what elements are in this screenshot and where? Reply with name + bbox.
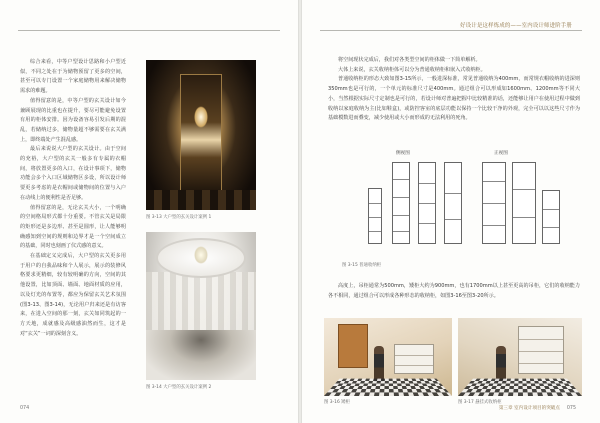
cabinet-front-view <box>542 190 560 244</box>
render-checkered-floor <box>324 379 452 396</box>
body-paragraph: 将空间现状完成后，我们对各类型空间的柜体做一下简单解析。 <box>338 57 481 63</box>
render-checkered-floor <box>458 379 582 396</box>
cabinet-drawing <box>362 150 562 260</box>
foyer-photo-1 <box>146 60 256 210</box>
running-footer: 第三章 室内设计项目的突破点 <box>498 406 560 411</box>
left-body-text <box>20 58 126 339</box>
figure-caption: 图 3-14 大户型的玄关设计案例 2 <box>146 385 212 390</box>
figure-caption: 图 3-13 大户型的玄关设计案例 1 <box>146 215 212 220</box>
right-body-text <box>328 56 580 124</box>
low-cabinet-render <box>324 318 452 396</box>
render-cabinet <box>394 344 434 374</box>
running-header: 好设计是这样炼成的——室内设计师进阶手册 <box>460 23 572 29</box>
left-page <box>0 0 298 423</box>
page-number: 074 <box>20 406 30 411</box>
photo-chandelier <box>194 106 208 128</box>
right-body-text-mid <box>328 282 580 301</box>
photo-floor <box>146 330 256 380</box>
cabinet-front-view <box>512 162 536 244</box>
render-cabinet <box>518 326 564 374</box>
render-person <box>496 346 506 382</box>
body-paragraph: 大体上来说，玄关收纳柜体可以分为普通收纳柜和嵌入式收纳柜。 <box>338 66 486 73</box>
right-page <box>302 0 600 423</box>
drawing-label: 侧视图 <box>396 151 410 156</box>
header-rule <box>320 30 582 31</box>
photo-floor <box>146 190 256 210</box>
body-paragraph: 高度上，吊柜通常为500mm，矮柜大约为900mm，也有1700mm以上甚至更高的吊柜，它们的收纳能力各不相同，通过组合可以形成各种形态的收纳柜，如图3-16至图3-20所示。 <box>328 283 580 299</box>
page-number: 075 <box>566 406 576 411</box>
cabinet-front-view <box>392 162 410 244</box>
header-rule <box>18 30 280 31</box>
hanging-cabinet-render <box>458 318 582 396</box>
body-paragraph: 值得留意的是，无论玄关大小，一个明确的空间格局形式都十分重要。不管玄关是局限的矩形还是多边形、甚至是圆形，让人能够明确感知到空间的规则和边界才是一个空间成立的基础，同时也刻画了仪式感的意义。 <box>20 204 126 250</box>
body-paragraph: 综合来看，中等户型设计思路和小户型近似，不同之处在于为储物预留了更多的空间，甚至可以专门设置一个家庭储物用来解决储物需求的难题。 <box>20 59 126 95</box>
cabinet-front-view <box>482 162 506 244</box>
body-paragraph: 在基础定义完成后，大户型的玄关更多用于用户的自我品味和个人展示，展示的装修风格要求更精细，较有较明确的方向，空间的其他设置，比如顶面、墙面、地面材质的应用，以及灯光的布置等，都应为保留玄关艺术氛围(图3-13、图3-14)，无论用户归来还是有访客来，在进入空间的那一刻，玄关如同筑起的一方天地，成就感及高级感油然而生，这才是对“玄关”一词的深刻含义。 <box>20 253 126 337</box>
render-person <box>374 346 384 382</box>
figure-caption: 图 3-17 悬挂式收纳柜 <box>458 400 502 405</box>
cabinet-front-view <box>444 162 462 244</box>
body-paragraph: 普通收纳柜的形态大致如图3-15所示，一般进深标准，常见普通收纳为400mm，而常规衣帽收纳的进深则350mm也是可行的，一个单元的标准尺寸是400mm。通过组合可以形成如1600mm、1200mm等不同大小，当然根据实际尺寸定制也是可行的，若设计师对普遍把握中比较精准的话，还能够让用户在使用过程中做到收纳以家庭收纳为主(比如鞋盒)，或防控客室的底层功能以保持一个比较干净的外观，完全可以以这些尺寸作为基础模数进而叠变，减少使用或大小而形成的无法利用的死角。 <box>328 76 580 122</box>
cabinet-front-view <box>418 162 436 244</box>
foyer-photo-2 <box>146 232 256 380</box>
figure-caption: 图 3-16 矮柜 <box>324 400 350 405</box>
photo-light <box>194 246 208 264</box>
body-paragraph: 值得留意的是，中等户型的玄关设计如今兼顾展现的比重也在提升，要尽可能避免设置有用的柜体安排。因为设备容易引发后期的混乱，若储纳过多，储物量超不够需要在玄关满上，即终端处产生混乱感。 <box>20 97 126 143</box>
cabinet-side-view <box>368 188 382 244</box>
figure-caption: 图 3-15 普通收纳柜 <box>342 263 382 268</box>
photo-doorway <box>180 74 222 194</box>
drawing-label: 正视图 <box>494 151 508 156</box>
body-paragraph: 最后来说说大户型的玄关设计。由于空间的充裕，大户型的玄关一般多有专属的衣帽间，将放置更多的入口，在设计事项下，储物功能会多个入口区域储物区多设，所以设计师要更多考虑的是衣帽间或储物间的位置与入户在动线上的便利性是否足够。 <box>20 146 126 201</box>
render-wall-panel <box>338 324 368 368</box>
photo-walls <box>146 272 256 332</box>
